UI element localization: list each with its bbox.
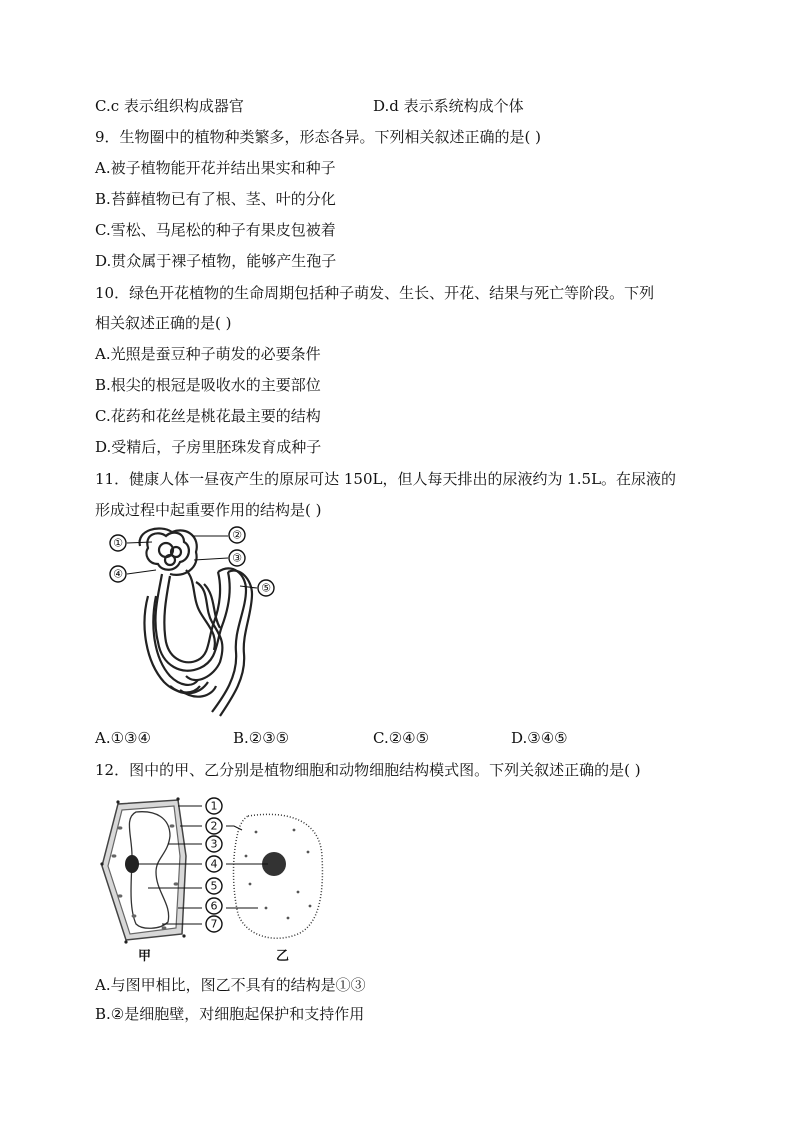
plant-cell [100, 797, 186, 943]
q10-stem-line2: 相关叙述正确的是( ) [95, 314, 232, 332]
q9-option-b: B.苔藓植物已有了根、茎、叶的分化 [95, 190, 336, 208]
svg-text:①: ① [113, 536, 123, 550]
q10-stem-line1: 10．绿色开花植物的生命周期包括种子萌发、生长、开花、结果与死亡等阶段。下列 [95, 284, 655, 302]
nephron-label-2 [229, 527, 245, 543]
svg-text:5: 5 [210, 879, 218, 893]
q9-stem: 9．生物圈中的植物种类繁多，形态各异。下列相关叙述正确的是( ) [95, 128, 542, 146]
q10-option-d: D.受精后，子房里胚珠发育成种子 [95, 438, 322, 456]
svg-text:7: 7 [210, 917, 218, 931]
animal-cell [234, 814, 323, 938]
svg-text:4: 4 [210, 857, 218, 871]
nephron-label-3 [229, 550, 245, 566]
svg-text:④: ④ [113, 567, 123, 581]
q8-option-c: C.c 表示组织构成器官 [95, 97, 244, 115]
nephron-diagram [100, 526, 300, 718]
cell-label-6 [206, 898, 222, 914]
q9-option-d: D.贯众属于裸子植物，能够产生孢子 [95, 252, 337, 270]
caption-jia: 甲 [138, 949, 152, 964]
q11-option-a: A.①③④ [95, 729, 151, 747]
cell-label-7 [206, 916, 222, 932]
q10-option-a: A.光照是蚕豆种子萌发的必要条件 [95, 345, 321, 363]
nephron-label-1 [110, 535, 126, 551]
cell-label-3 [206, 836, 222, 852]
cell-label-2 [206, 818, 222, 834]
cell-label-5 [206, 878, 222, 894]
nephron-label-5 [258, 580, 274, 596]
q11-option-b: B.②③⑤ [233, 729, 290, 747]
q12-option-b: B.②是细胞壁，对细胞起保护和支持作用 [95, 1005, 365, 1023]
q11-stem-line1: 11．健康人体一昼夜产生的原尿可达 150L，但人每天排出的尿液约为 1.5L。在尿液的 [95, 470, 677, 488]
cell-label-4 [206, 856, 222, 872]
q9-option-c: C.雪松、马尾松的种子有果皮包被着 [95, 221, 336, 239]
nephron-label-4 [110, 566, 126, 582]
q11-option-c: C.②④⑤ [373, 729, 430, 747]
svg-text:6: 6 [210, 899, 218, 913]
q12-option-a: A.与图甲相比，图乙不具有的结构是①③ [95, 976, 366, 994]
q11-stem-line2: 形成过程中起重要作用的结构是( ) [95, 501, 322, 519]
q11-option-d: D.③④⑤ [511, 729, 568, 747]
q10-option-b: B.根尖的根冠是吸收水的主要部位 [95, 376, 321, 394]
svg-text:2: 2 [210, 819, 218, 833]
caption-yi: 乙 [276, 949, 290, 964]
q10-option-c: C.花药和花丝是桃花最主要的结构 [95, 407, 321, 425]
q9-option-a: A.被子植物能开花并结出果实和种子 [95, 159, 336, 177]
q8-option-d: D.d 表示系统构成个体 [373, 97, 524, 115]
cell-diagram [98, 796, 338, 964]
svg-text:③: ③ [232, 551, 242, 565]
q12-stem: 12．图中的甲、乙分别是植物细胞和动物细胞结构模式图。下列关叙述正确的是( ) [95, 761, 641, 779]
svg-text:3: 3 [210, 837, 218, 851]
cell-label-1 [206, 798, 222, 814]
svg-text:⑤: ⑤ [261, 581, 271, 595]
svg-text:②: ② [232, 528, 242, 542]
svg-text:1: 1 [210, 799, 218, 813]
